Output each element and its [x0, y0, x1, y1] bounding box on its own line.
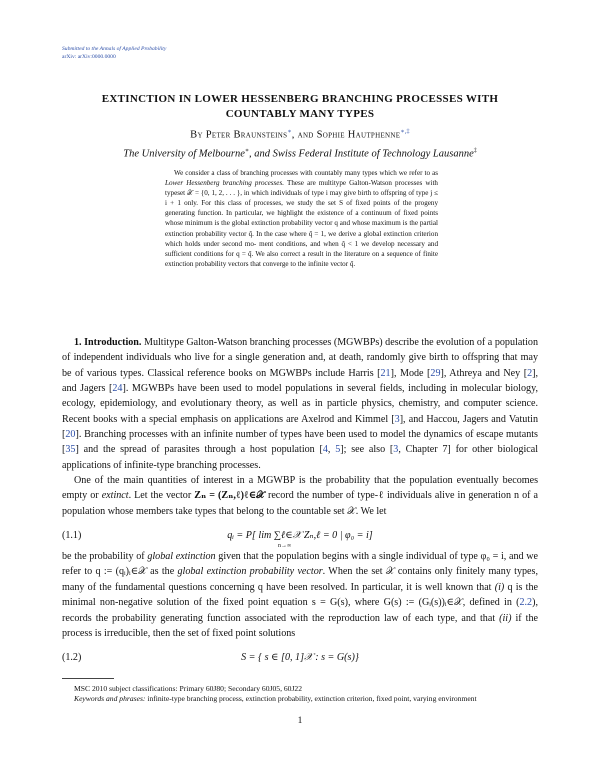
abstract-line: ment conditions, and when q̃ < 1 we develop necessary and sufficient: [165, 239, 438, 258]
emphasis: global extinction: [147, 551, 216, 563]
text: ], Athreya and Ney [: [440, 367, 528, 379]
intro-paragraph-1: [62, 335, 538, 473]
text: . When the set 𝒳 contains only finitely many types, many of the fundamental questions concerning q have been resolved. In particular, it is well known that: [62, 566, 538, 593]
arxiv-line[interactable]: arXiv: arXiv:0000.0000: [62, 53, 116, 60]
footnotes: [62, 678, 538, 705]
abstract-line: of type j ≤ i + 1 only. For this class of processes, we study the set S: [165, 189, 438, 208]
affiliation-1: The University of Melbourne: [123, 148, 245, 160]
abstract-line: we derive a global extinction criterion which holds under second mo-: [165, 229, 438, 248]
equation-number: (1.1): [62, 530, 82, 542]
text: if the process is irreducible, then the set of fixed point solutions: [62, 612, 539, 639]
abstract-line: the partial extinction probability vector q̃. In the case where q̃ = 1,: [165, 219, 439, 238]
equation-expr: S = { s ∈ [0, 1]𝒳 : s = G(s)}: [241, 652, 359, 664]
equation-subscript: n→∞: [278, 543, 292, 550]
section-introduction: [62, 335, 538, 671]
abstract-line: highlight the existence of a continuum of fixed points whose minimum: [165, 209, 438, 228]
citation-link[interactable]: 35: [65, 444, 76, 456]
emphasis: (ii): [499, 612, 512, 624]
affiliation-2: , and Swiss Federal Institute of Technology Lausanne: [248, 148, 474, 160]
abstract-emphasis: Lower Hessenberg branching processes.: [165, 179, 284, 188]
text: ,: [327, 444, 336, 456]
abstract-line: sequence of finite extinction probability vectors that converge to the: [165, 249, 438, 268]
math-inline: Zₙ = (Zₙ,ℓ)ℓ∈𝒳: [194, 490, 265, 502]
text: . Let the vector: [128, 490, 195, 502]
citation-link[interactable]: 3: [394, 413, 400, 425]
abstract-line: We consider a class of branching processes with countably many: [174, 169, 361, 177]
citation-link[interactable]: 2: [527, 367, 533, 379]
footnote-rule: [62, 678, 114, 679]
equation-1-2: [62, 646, 538, 669]
text: be the probability of: [62, 551, 148, 563]
text: ], and Haccou, Jagers and Vatutin [: [62, 413, 538, 441]
text: given that the population begins with a single individual of type φ₀ = i, and we refer to q := (qᵢ)ᵢ∈𝒳 as the: [62, 551, 538, 578]
citation-link[interactable]: 4: [322, 444, 328, 456]
author-2: , and Sophie Hautphenne: [291, 129, 401, 141]
equation-number: (1.2): [62, 652, 82, 664]
page-number: 1: [297, 716, 303, 726]
citation-link[interactable]: 5: [335, 444, 341, 456]
affiliation-1-mark: ∗: [244, 148, 249, 154]
text: q is the minimal non-negative solution of the fixed point equation s = G(s), where G(s) := (Gᵢ(s))ᵢ∈𝒳, defined in (: [62, 581, 538, 609]
equation-ref-link[interactable]: 2.2: [519, 597, 533, 609]
header: [62, 46, 166, 61]
abstract-line: These are multitype Galton-Watson processes with typeset 𝒳 =: [165, 179, 438, 198]
msc-footnote: MSC 2010 subject classifications: Primary 60J80; Secondary 60J05, 60J22: [74, 683, 303, 693]
section-title: Introduction.: [84, 337, 142, 348]
equation-1-1: [62, 524, 538, 550]
equation-expr: qᵢ = P[ lim ∑ℓ∈𝒳 Zₙ,ℓ = 0 | φ₀ = i]: [227, 530, 373, 542]
abstract-line: conditions for q = q̃. We also correct a result in the literature on a: [193, 249, 385, 258]
citation-link[interactable]: 24: [112, 383, 123, 395]
author-1-mark[interactable]: ∗: [287, 129, 292, 135]
intro-paragraph-3: [62, 549, 538, 641]
citation-link[interactable]: 21: [380, 367, 391, 379]
title-line-1: EXTINCTION IN LOWER HESSENBERG BRANCHING PROCESSES WITH: [101, 93, 499, 105]
text: ], Mode [: [390, 367, 431, 379]
authors: [60, 128, 540, 141]
emphasis: (i): [494, 581, 505, 593]
author-1: By Peter Braunsteins: [190, 129, 288, 141]
abstract-line: is the global extinction probability vector q and whose maximum is: [214, 219, 408, 228]
abstract-line: {0, 1, 2, . . . }, in which individuals of type i may give birth to offspring: [200, 189, 407, 198]
abstract-line: of fixed points of the progeny generating function. In particular, we: [165, 199, 438, 218]
section-number: 1.: [74, 337, 82, 348]
text: Multitype Galton-Watson branching processes (MGWBPs) describe the evolution of a population of independent individuals who live for a single generation and, at death, randomly give birth to offspring that may be of various types. Classical reference books on MGWBPs include Harris [: [62, 337, 538, 379]
citation-link[interactable]: 20: [65, 429, 76, 441]
text: , Chapter 7] for other biological applications of infinite-type branching processes.: [62, 444, 539, 471]
emphasis: global extinction probability vector: [177, 566, 323, 578]
text: ]. Branching processes with an infinite number of types have been used to model the dynamics of escape mutants [: [62, 429, 538, 456]
abstract-line: types which we refer to as: [362, 169, 438, 177]
text: ] and the spread of parasites through a host population [: [75, 444, 323, 456]
citation-link[interactable]: 29: [430, 367, 441, 379]
abstract-line: infinite vector q̃.: [308, 259, 356, 268]
affiliation-2-mark: ‡: [473, 148, 477, 154]
paper-title: [60, 92, 540, 122]
title-line-2: COUNTABLY MANY TYPES: [225, 108, 375, 120]
text: ]. MGWBPs have been used to model populations in several fields, including in molecular biology, ecology, epidemiology, and evolutionary theory, as well as in particle physics, chemistry, and computer science. Recent books with a special emphasis on applications are Axelrod and Kimmel [: [62, 383, 538, 425]
citation-link[interactable]: 3: [393, 444, 399, 456]
affiliation: [60, 147, 540, 160]
journal-line[interactable]: Submitted to the Annals of Applied Probability: [62, 46, 167, 52]
intro-paragraph-2: [62, 473, 538, 519]
keywords-label: Keywords and phrases:: [74, 694, 146, 704]
text: ], and Jagers [: [62, 367, 539, 395]
equation-content: [62, 650, 538, 665]
keywords-footnote: [62, 694, 538, 705]
equation-content: [62, 528, 538, 550]
text: ]; see also [: [340, 444, 394, 456]
author-2-mark[interactable]: ∗,‡: [400, 129, 410, 135]
emphasis: extinct: [101, 490, 129, 502]
text: ), records the probability generating function associated with the reproduction law of each type, and that: [62, 597, 538, 624]
abstract: [165, 168, 438, 269]
keywords-text: infinite-type branching process, extinction probability, extinction criterion, fixed point, varying environment: [145, 694, 477, 704]
text: record the number of type-ℓ individuals alive in generation n of a population whose members take types that belong to the countable set 𝒳. We let: [62, 490, 538, 517]
text: One of the main quantities of interest in a MGWBP is the probability that the population eventually becomes empty or: [62, 475, 538, 502]
